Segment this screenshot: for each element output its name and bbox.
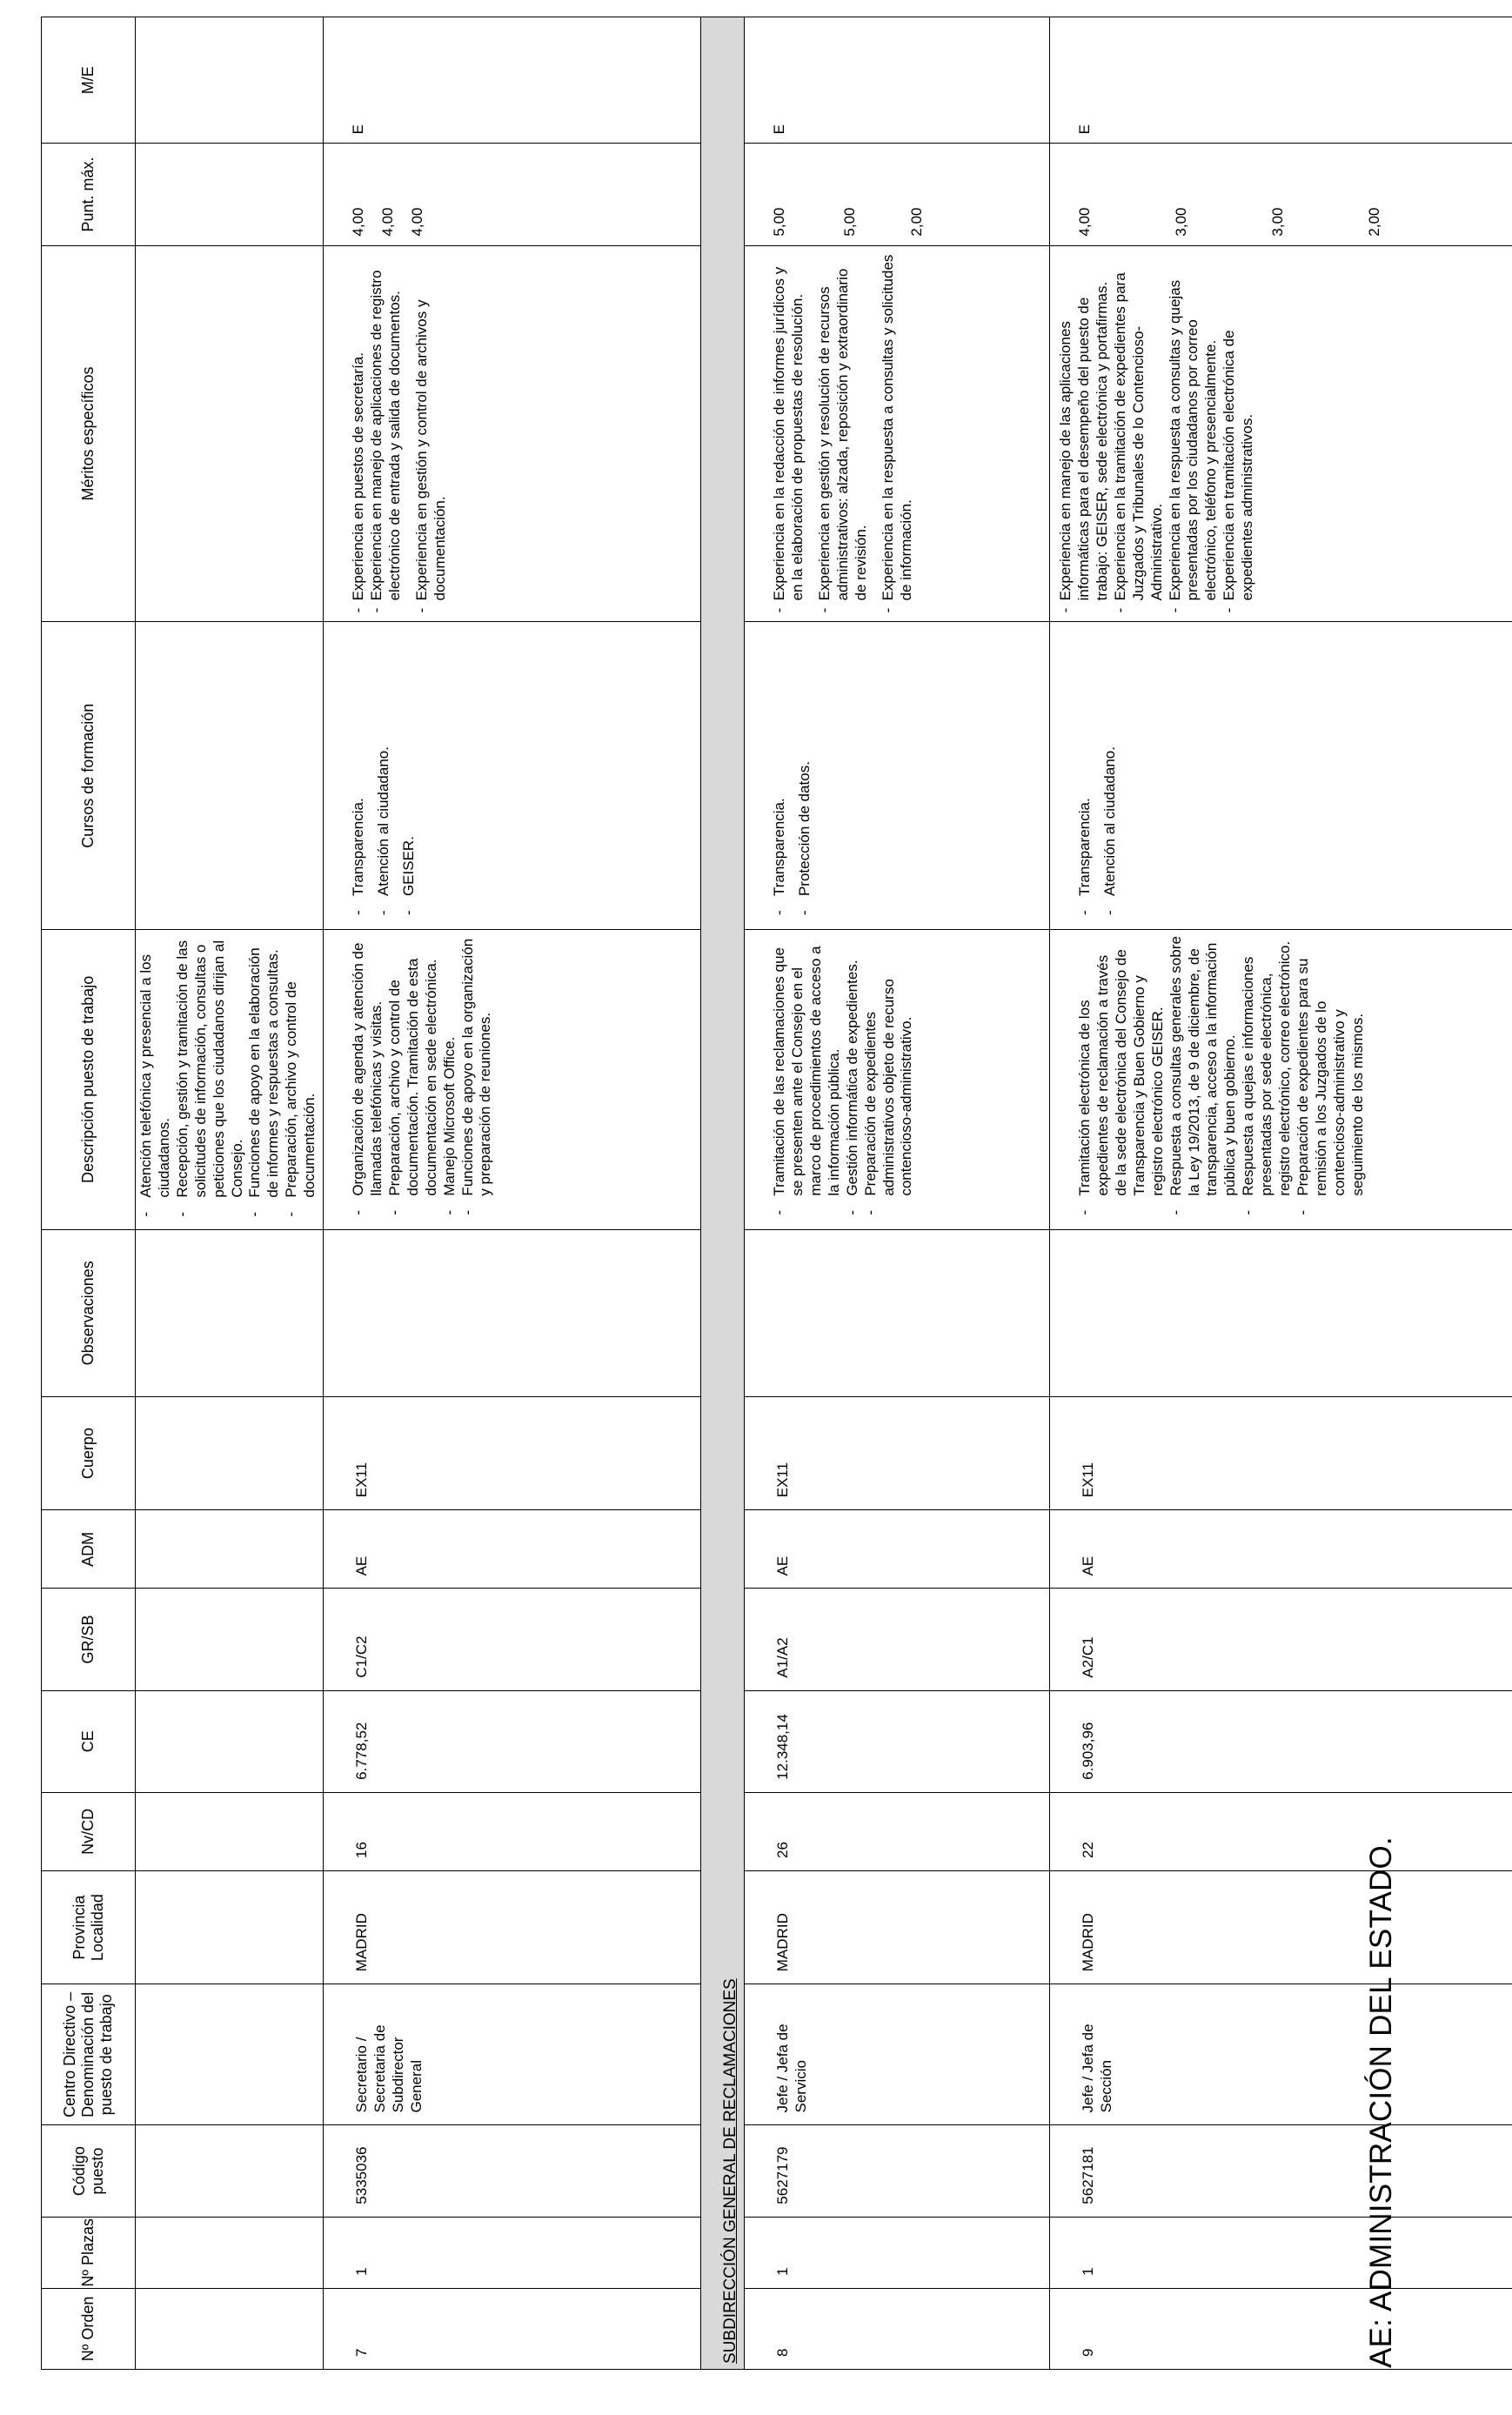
score-value: 2,00: [1365, 207, 1382, 237]
col-provincia: Provincia Localidad: [42, 1870, 136, 1984]
adm-cell: AE: [745, 1510, 1050, 1589]
plazas-cell: 1: [1050, 2217, 1512, 2288]
nivel-cell: 22: [1050, 1792, 1512, 1870]
col-codigo: Código puesto: [42, 2125, 136, 2217]
score-value: 4,00: [378, 207, 396, 237]
descripcion-cell: [745, 930, 1050, 1230]
codigo-cell: 5335036: [324, 2125, 701, 2217]
score-value: 3,00: [1268, 207, 1286, 237]
observaciones-cell: [1050, 1229, 1512, 1396]
meritos-cell: [745, 245, 1050, 622]
score-value: 5,00: [840, 207, 858, 237]
list-item: - Atención al ciudadano.: [1101, 627, 1120, 920]
table-row: [1050, 17, 1512, 2370]
list-item: - Respuesta a consultas generales sobre la Ley 19/2013, de 9 de diciembre, de transparencia, acceso a la información pública y buen gobierno.: [1167, 935, 1241, 1221]
grupo-cell: C1/C2: [324, 1589, 701, 1690]
orden-cell: 7: [324, 2288, 701, 2369]
adm-cell: AE: [1050, 1510, 1512, 1589]
provincia-cell: MADRID: [745, 1870, 1050, 1984]
list-item: - Transparencia.: [771, 627, 789, 920]
list-item: - Experiencia en la redacción de informes jurídicos y en la elaboración de propuestas de resolución.: [771, 251, 807, 613]
list-item: - Atención telefónica y presencial a los ciudadanos.: [137, 935, 174, 1222]
col-orden: Nº Orden: [42, 2288, 136, 2369]
table-row: [745, 17, 1050, 2370]
me-cell: E: [1050, 17, 1512, 144]
orden-cell: 8: [745, 2288, 1050, 2369]
list-item: - Experiencia en la tramitación de expedientes para Juzgados y Tribunales de lo Contencioso-Administrativo.: [1112, 251, 1167, 613]
cuerpo-cell: EX11: [324, 1397, 701, 1510]
list-item: - Organización de agenda y atención de llamadas telefónicas y visitas.: [350, 935, 386, 1221]
score-value: 4,00: [408, 207, 425, 237]
nivel-cell: 26: [745, 1792, 1050, 1870]
section-header: [701, 17, 745, 2370]
list-item: - Protección de datos.: [796, 627, 814, 920]
puntos-cell: [1050, 144, 1512, 245]
list-item: - Tramitación de las reclamaciones que se presenten ante el Consejo en el marco de procedimientos de acceso a la información pública.: [771, 935, 844, 1221]
codigo-cell: 5627181: [1050, 2125, 1512, 2217]
observaciones-cell: [745, 1229, 1050, 1396]
list-item: - Tramitación electrónica de los expedientes de reclamación a través de la sede electrónica del Consejo de Transparencia y Buen Gobierno y registro electrónico GEISER.: [1076, 935, 1167, 1221]
meritos-cell: [324, 245, 701, 622]
list-item: - Atención al ciudadano.: [375, 627, 393, 920]
score-value: 2,00: [907, 207, 925, 237]
list-item: - Preparación de expedientes para su remisión a los Juzgados de lo contencioso-administrativo y seguimiento de los mismos.: [1295, 935, 1368, 1221]
adm-cell: AE: [324, 1510, 701, 1589]
col-centro: Centro Directivo – Denominación del puesto de trabajo: [42, 1984, 136, 2125]
col-descripcion: Descripción puesto de trabajo: [42, 930, 136, 1230]
list-item: - Experiencia en la respuesta a consultas y quejas presentadas por los ciudadanos por correo electrónico, teléfono y presencialmente.: [1167, 251, 1221, 613]
list-item: - Transparencia.: [350, 627, 368, 920]
plazas-cell: 1: [324, 2217, 701, 2288]
meritos-cell: [1050, 245, 1512, 622]
list-item: - Manejo Microsoft Office.: [441, 935, 459, 1221]
codigo-cell: 5627179: [745, 2125, 1050, 2217]
col-meritos: Méritos específicos: [42, 245, 136, 622]
list-item: - Experiencia en gestión y resolución de recursos administrativos: alzada, reposición y extraordinario de revisión.: [816, 251, 871, 613]
grupo-cell: A1/A2: [745, 1589, 1050, 1690]
ce-cell: 6.778,52: [324, 1690, 701, 1792]
col-puntuacion: Punt. máx.: [42, 144, 136, 245]
list-item: - Respuesta a quejas e informaciones presentadas por sede electrónica, registro electrónico, correo electrónico.: [1240, 935, 1295, 1221]
job-positions-table: [41, 17, 1512, 2370]
me-cell: E: [745, 17, 1050, 144]
cuerpo-cell: EX11: [1050, 1397, 1512, 1510]
ce-cell: 6.903,96: [1050, 1690, 1512, 1792]
list-item: - Gestión informática de expedientes.: [844, 935, 862, 1221]
plazas-cell: 1: [745, 2217, 1050, 2288]
score-value: 5,00: [771, 207, 788, 237]
footer-note: AE: ADMINISTRACIÓN DEL ESTADO.: [1364, 1836, 1398, 2368]
col-grupo: GR/SB: [42, 1589, 136, 1690]
description-list: [137, 935, 319, 1222]
cursos-cell: [324, 622, 701, 930]
table-row-continuation: [136, 17, 324, 2370]
list-item: - Experiencia en tramitación electrónica de expedientes administrativos.: [1221, 251, 1257, 613]
score-value: 3,00: [1172, 207, 1189, 237]
col-ce: CE: [42, 1690, 136, 1792]
grupo-cell: A2/C1: [1050, 1589, 1512, 1690]
list-item: - Preparación, archivo y control de documentación.: [283, 935, 319, 1222]
list-item: - Experiencia en puestos de secretaría.: [350, 251, 368, 613]
puntos-cell: [324, 144, 701, 245]
col-cuerpo: Cuerpo: [42, 1397, 136, 1510]
denominacion-cell: Jefe / Jefa de Sección: [1050, 1984, 1512, 2125]
list-item: - Recepción, gestión y tramitación de las solicitudes de información, consultas o peticiones que los ciudadanos dirijan al Consejo.: [174, 935, 247, 1222]
provincia-cell: MADRID: [324, 1870, 701, 1984]
list-item: - Transparencia.: [1076, 627, 1094, 920]
list-item: - Preparación, archivo y control de documentación. Tramitación de esta documentación en sede electrónica.: [386, 935, 441, 1221]
cuerpo-cell: EX11: [745, 1397, 1050, 1510]
list-item: - Funciones de apoyo en la elaboración de informes y respuestas a consultas.: [246, 935, 283, 1222]
list-item: - Funciones de apoyo en la organización y preparación de reuniones.: [459, 935, 496, 1221]
list-item: - Experiencia en manejo de las aplicaciones informáticas para el desempeño del puesto de trabajo: GEISER, sede electrónica y portafirmas.: [1057, 251, 1112, 613]
list-item: - Preparación de expedientes administrativos objeto de recurso contencioso-administrativo.: [862, 935, 917, 1221]
col-adm: ADM: [42, 1510, 136, 1589]
me-cell: E: [324, 17, 701, 144]
cursos-cell: [1050, 622, 1512, 930]
col-me: M/E: [42, 17, 136, 144]
denominacion-cell: Secretario / Secretaria de Subdirector General: [324, 1984, 701, 2125]
provincia-cell: MADRID: [1050, 1870, 1512, 1984]
table-row: [324, 17, 701, 2370]
nivel-cell: 16: [324, 1792, 701, 1870]
observaciones-cell: [324, 1229, 701, 1396]
list-item: - GEISER.: [400, 627, 418, 920]
section-title: SUBDIRECCIÓN GENERAL DE RECLAMACIONES: [720, 1978, 739, 2364]
col-nivel: Nv/CD: [42, 1792, 136, 1870]
score-value: 4,00: [1076, 207, 1094, 237]
denominacion-cell: Jefe / Jefa de Servicio: [745, 1984, 1050, 2125]
table-header: [42, 17, 136, 2370]
score-value: 4,00: [350, 207, 367, 237]
col-cursos: Cursos de formación: [42, 622, 136, 930]
puntos-cell: [745, 144, 1050, 245]
cursos-cell: [745, 622, 1050, 930]
list-item: - Experiencia en manejo de aplicaciones de registro electrónico de entrada y salida de documentos.: [368, 251, 405, 613]
descripcion-cell: [1050, 930, 1512, 1230]
list-item: - Experiencia en la respuesta a consultas y solicitudes de información.: [880, 251, 916, 613]
col-observaciones: Observaciones: [42, 1229, 136, 1396]
list-item: - Experiencia en gestión y control de archivos y documentación.: [413, 251, 450, 613]
descripcion-cell: [324, 930, 701, 1230]
orden-cell: 9: [1050, 2288, 1512, 2369]
ce-cell: 12.348,14: [745, 1690, 1050, 1792]
col-plazas: Nº Plazas: [42, 2217, 136, 2288]
